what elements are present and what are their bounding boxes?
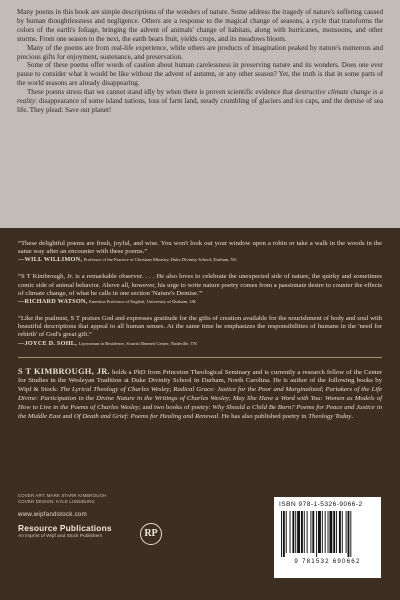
description-paragraph: These poems stress that we cannot stand idly by when there is proven scientific evidence that destructive climate change is a reality: disappearance of some island nations, loss of farm land, steady crumbling of glaciers and ice caps, and the demise of sea life. They plead: Save our planet! [17, 88, 383, 114]
book-title: Why Should a Child Be Born? Poems for Peace and Justice in the Middle East [18, 403, 382, 420]
barcode-bar [292, 511, 294, 553]
journal-title: Theology Today [308, 412, 352, 420]
isbn-barcode [274, 497, 381, 578]
barcode-bar [328, 511, 329, 553]
barcode-bar [346, 511, 347, 553]
description-paragraph: Many of the poems are from real-life experience, while others are products of imagination peaked by nature's numerous and precious gifts for enjoyment, sustenance, and preservation. [17, 43, 383, 61]
endorsement-quote: “These delightful poems are fresh, joyful, and wise. You won't look out your window upon a robin or take a walk in the woods in the same way after an encounter with these poems.” [18, 240, 382, 256]
barcode-bar [333, 511, 335, 553]
barcode-bar [310, 511, 311, 553]
emphasis-text: destructive climate change is a reality [17, 88, 383, 106]
barcode-bar [322, 511, 323, 553]
barcode-bar [350, 511, 351, 557]
description-paragraph: Many poems in this book are simple descriptions of the wonders of nature. Some address the tragedy of nature's suffering caused by human thoughtlessness and negligence. Others are a response to the magical change of seasons, a cycle that transforms the colors of the earth's foliage, bringing the advent of animals' change of habitats, along with hurricanes, monsoons, and other storms. From one season to the next, the earth bears fruit, yields crops, and its meadows bloom. [17, 8, 383, 43]
barcode-bar [312, 511, 314, 553]
isbn-label: ISBN 978-1-5326-9066-2 [279, 501, 363, 508]
endorser-affiliation: Professor of the Practice of Christian Ministry, Duke Divinity School, Durham, NC [83, 257, 238, 263]
publisher-name: Resource Publications [18, 523, 112, 533]
description-paragraph: Some of these poems offer words of caution about human carelessness in preserving nature and its wonders. Does one ever pause to consider what it would be like without the advent of autumn, or any other season? Yet, the truth is that in some parts of the world seasons are already disappearing. [17, 61, 383, 88]
barcode-bar [297, 511, 300, 553]
endorsement-attribution [18, 298, 382, 306]
barcode-bar [339, 511, 341, 553]
author-name: S T KIMBROUGH, JR. [18, 366, 110, 376]
barcode-bar [286, 511, 287, 553]
endorser-name: —WILL WILLIMON, [18, 256, 83, 264]
barcode-bar [336, 511, 337, 553]
book-title: May She Have a Word with You: Women as Models of How to Live in the Poems of Charles Wesley [18, 395, 382, 411]
publisher-subtitle: An imprint of Wipf and Stock Publishers [18, 534, 103, 539]
barcode-digits: 9 781532 690662 [294, 558, 361, 565]
endorser-affiliation: Laywoman in Residence, Scarritt Bennett Center, Nashville, TN [78, 340, 197, 346]
endorser-name: —JOYCE D. SOHL, [18, 339, 77, 347]
endorsement-quote: “Like the psalmist, S T praises God and expresses gratitude for the gifts of creation available for the nourishment of body and soul with beautiful descriptions that appeal to all human senses. At the same time he emphasizes the responsibilities of humans in the 'need for rebirth' of God's great gift.” [18, 315, 382, 339]
endorsement-attribution [18, 340, 382, 348]
barcode-bar [301, 511, 303, 553]
cover-art-credit: COVER ART: MARK STARR KIMBROUGH [18, 493, 107, 498]
barcode-bar [307, 511, 308, 553]
book-title: Radical Grace: Justice for the Poor and Marginalized [173, 386, 322, 394]
cover-credits [18, 493, 106, 504]
book-description [0, 0, 400, 228]
book-title: Of Death and Grief: Poems for Healing and Renewal [73, 412, 219, 420]
divider [18, 357, 382, 358]
barcode-bar [329, 511, 332, 553]
barcode-bar [318, 511, 321, 553]
book-title: The Lyrical Theology of Charles Wesley [59, 386, 170, 394]
barcode-bar [283, 511, 285, 557]
author-bio: S T KIMBROUGH, JR. holds a PhD from Princeton Theological Seminary and is currently a research fellow of the Center for Studies in the Wesleyan Tradition at Duke Divinity School in Durham, North Carolina. He is author of the following books by Wipf & Stock: The Lyrical Theology of Charles Wesley; Radical Grace: Justice for the Poor and Marginalized; Partakers of the Life Divine: Participation in the Divine Nature in the Writings of Charles Wesley; May She Have a Word with You: Women as Models of How to Live in the Poems of Charles Wesley; and two books of poetry: Why Should a Child Be Born? Poems for Peace and Justice in the Middle East and Of Death and Grief: Poems for Healing and Renewal. He has also published poetry in Theology Today. [18, 366, 382, 420]
publisher-website: www.wipfandstock.com [18, 511, 87, 518]
barcode-bar [304, 511, 305, 553]
barcode-bar [290, 511, 291, 553]
endorser-name: —RICHARD WATSON, [18, 298, 88, 306]
barcode-bar [281, 511, 282, 557]
barcode-bars-icon [279, 511, 376, 557]
publisher-imprint [18, 523, 178, 551]
barcode-bar [342, 511, 343, 553]
endorsement-quote: “S T Kimbrough, Jr. is a remarkable observer. . . . He also loves to celebrate the unexpected side of nature, the quirky and sometimes comic side of animal behavior. Above all, however, his urge to write nature poetry comes from a passionate desire to counter the effects of climate change, of what he calls in one section 'Nature's Demise.'” [18, 273, 382, 297]
publisher-logo-icon: RP [140, 523, 162, 545]
cover-design-credit: COVER DESIGN: KYLE LUNDBURG [18, 498, 96, 504]
book-title: Partakers of the Life Divine: Participation in the Divine Nature in the Writings of Charles Wesley [18, 386, 382, 403]
barcode-bar [348, 511, 350, 557]
barcode-bar [295, 511, 296, 553]
endorser-affiliation: Emeritus Professor of English, University of Durham, UK [89, 299, 197, 305]
barcode-bar [316, 511, 317, 557]
barcode-bar [325, 511, 326, 553]
endorsement-attribution [18, 256, 382, 264]
